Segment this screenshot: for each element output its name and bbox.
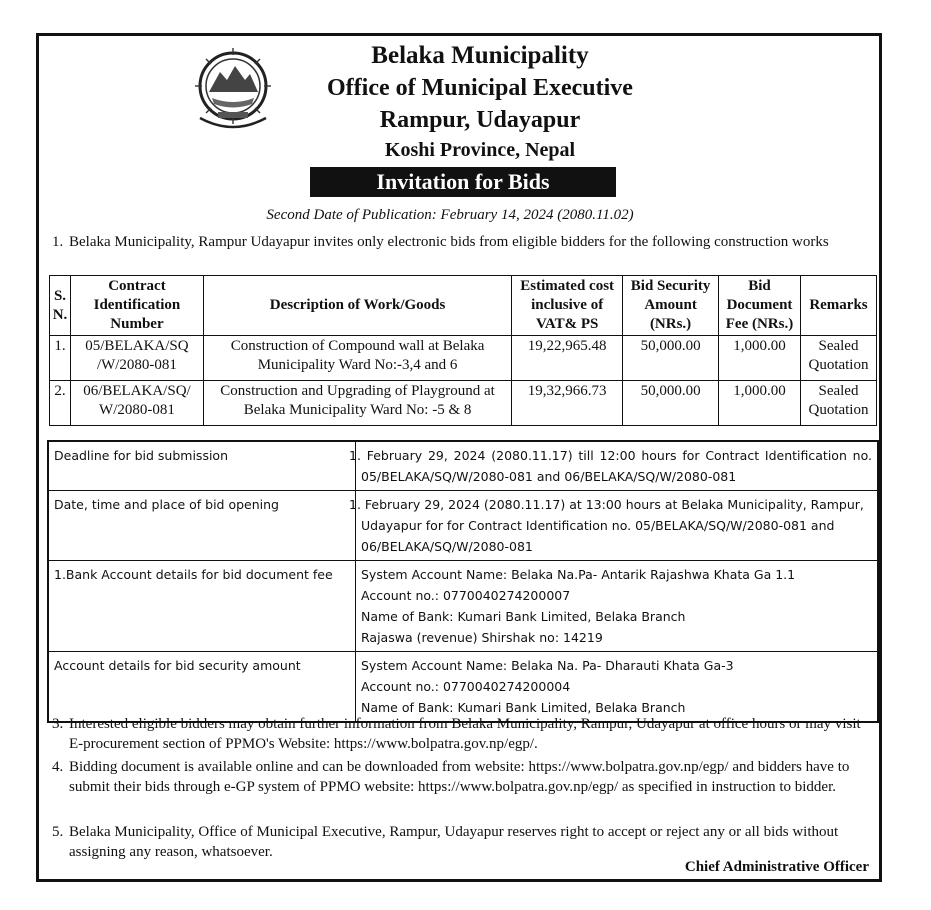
cell-contract-id: 06/BELAKA/SQ/ W/2080-081	[70, 381, 203, 426]
details-row-deadline	[48, 441, 878, 491]
cell-sn: 2.	[50, 381, 71, 426]
province-name: Koshi Province, Nepal	[384, 139, 576, 161]
document-fee-bank-name: Name of Bank: Kumari Bank Limited, Belaka Branch	[361, 609, 686, 624]
bids-table-header-row	[50, 276, 877, 336]
bids-table	[49, 275, 877, 426]
cell-remarks: Sealed Quotation	[800, 381, 876, 426]
bid-security-account-number: Account no.: 0770040274200004	[361, 679, 571, 694]
publication-date: Second Date of Publication: February 14, 2024 (2080.11.02)	[266, 207, 634, 223]
col-header-description: Description of Work/Goods	[203, 276, 511, 336]
opening-label: Date, time and place of bid opening	[48, 491, 356, 561]
details-row-document-fee	[48, 561, 878, 652]
deadline-label: Deadline for bid submission	[48, 441, 356, 491]
cell-remarks: Sealed Quotation	[800, 336, 876, 381]
office-name: Office of Municipal Executive	[327, 75, 633, 101]
signatory-title: Chief Administrative Officer	[684, 859, 869, 875]
note-text: Interested eligible bidders may obtain further information from Belaka Municipality, Rampur, Udayapur at office hours or may visit E-procurement section of PPMO's Website: https://www.bolpatra.gov.np/egp/.	[69, 716, 861, 752]
bid-security-account-name: System Account Name: Belaka Na. Pa- Dharauti Khata Ga-3	[361, 658, 734, 673]
note-number: 5.	[52, 824, 64, 840]
cell-contract-id: 05/BELAKA/SQ /W/2080-081	[70, 336, 203, 381]
table-row	[50, 381, 877, 426]
office-location: Rampur, Udayapur	[379, 107, 581, 133]
col-header-estimated-cost: Estimated cost inclusive of VAT& PS	[512, 276, 623, 336]
cell-description: Construction and Upgrading of Playground at Belaka Municipality Ward No: -5 & 8	[203, 381, 511, 426]
intro-text: Belaka Municipality, Rampur Udayapur invites only electronic bids from eligible bidders for the following construction works	[69, 234, 829, 250]
col-header-bid-security: Bid Security Amount (NRs.)	[623, 276, 719, 336]
opening-value: 1. February 29, 2024 (2080.11.17) at 13:00 hours at Belaka Municipality, Rampur, Udayapur for for Contract Identification no. 05/BELAKA/SQ/W/2080-081 and 06/BELAKA/SQ/W/2080-081	[356, 491, 879, 561]
table-row	[50, 336, 877, 381]
intro-number: 1.	[52, 234, 64, 250]
col-header-sn: S. N.	[50, 276, 71, 336]
document-fee-account-number: Account no.: 0770040274200007	[361, 588, 571, 603]
bid-security-label: Account details for bid security amount	[48, 652, 356, 723]
col-header-document-fee: Bid Document Fee (NRs.)	[719, 276, 801, 336]
note-number: 3.	[52, 716, 64, 732]
document-fee-account-name: System Account Name: Belaka Na.Pa- Antarik Rajashwa Khata Ga 1.1	[361, 567, 796, 582]
document-fee-revenue-code: Rajaswa (revenue) Shirshak no: 14219	[361, 630, 603, 645]
cell-description: Construction of Compound wall at Belaka Municipality Ward No:-3,4 and 6	[203, 336, 511, 381]
invitation-banner: Invitation for Bids	[310, 167, 616, 197]
details-row-bid-security	[48, 652, 878, 723]
col-header-contract-id: Contract Identification Number	[70, 276, 203, 336]
note-number: 4.	[52, 759, 64, 775]
document-fee-label: 1.Bank Account details for bid document fee	[48, 561, 356, 652]
document-fee-account	[356, 561, 879, 652]
cell-estimated-cost: 19,22,965.48	[512, 336, 623, 381]
cell-bid-security: 50,000.00	[623, 381, 719, 426]
cell-document-fee: 1,000.00	[719, 381, 801, 426]
details-row-opening	[48, 491, 878, 561]
bid-details-table	[47, 440, 879, 723]
cell-bid-security: 50,000.00	[623, 336, 719, 381]
cell-estimated-cost: 19,32,966.73	[512, 381, 623, 426]
bid-security-bank-name: Name of Bank: Kumari Bank Limited, Belaka Branch	[361, 700, 686, 715]
col-header-remarks: Remarks	[800, 276, 876, 336]
note-text: Belaka Municipality, Office of Municipal Executive, Rampur, Udayapur reserves right to accept or reject any or all bids without assigning any reason, whatsoever.	[69, 824, 839, 860]
municipality-name: Belaka Municipality	[371, 42, 589, 69]
deadline-value: 1. February 29, 2024 (2080.11.17) till 12:00 hours for Contract Identification no. 05/BELAKA/SQ/W/2080-081 and 06/BELAKA/SQ/W/2080-081	[356, 441, 879, 491]
bid-security-account	[356, 652, 879, 723]
cell-document-fee: 1,000.00	[719, 336, 801, 381]
note-text: Bidding document is available online and can be downloaded from website: https://www.bolpatra.gov.np/egp/ and bidders have to submit their bids through e-GP system of PPMO website: https://www.bolpatra.gov.np/egp/ as specified in instruction to bidder.	[69, 759, 850, 795]
cell-sn: 1.	[50, 336, 71, 381]
